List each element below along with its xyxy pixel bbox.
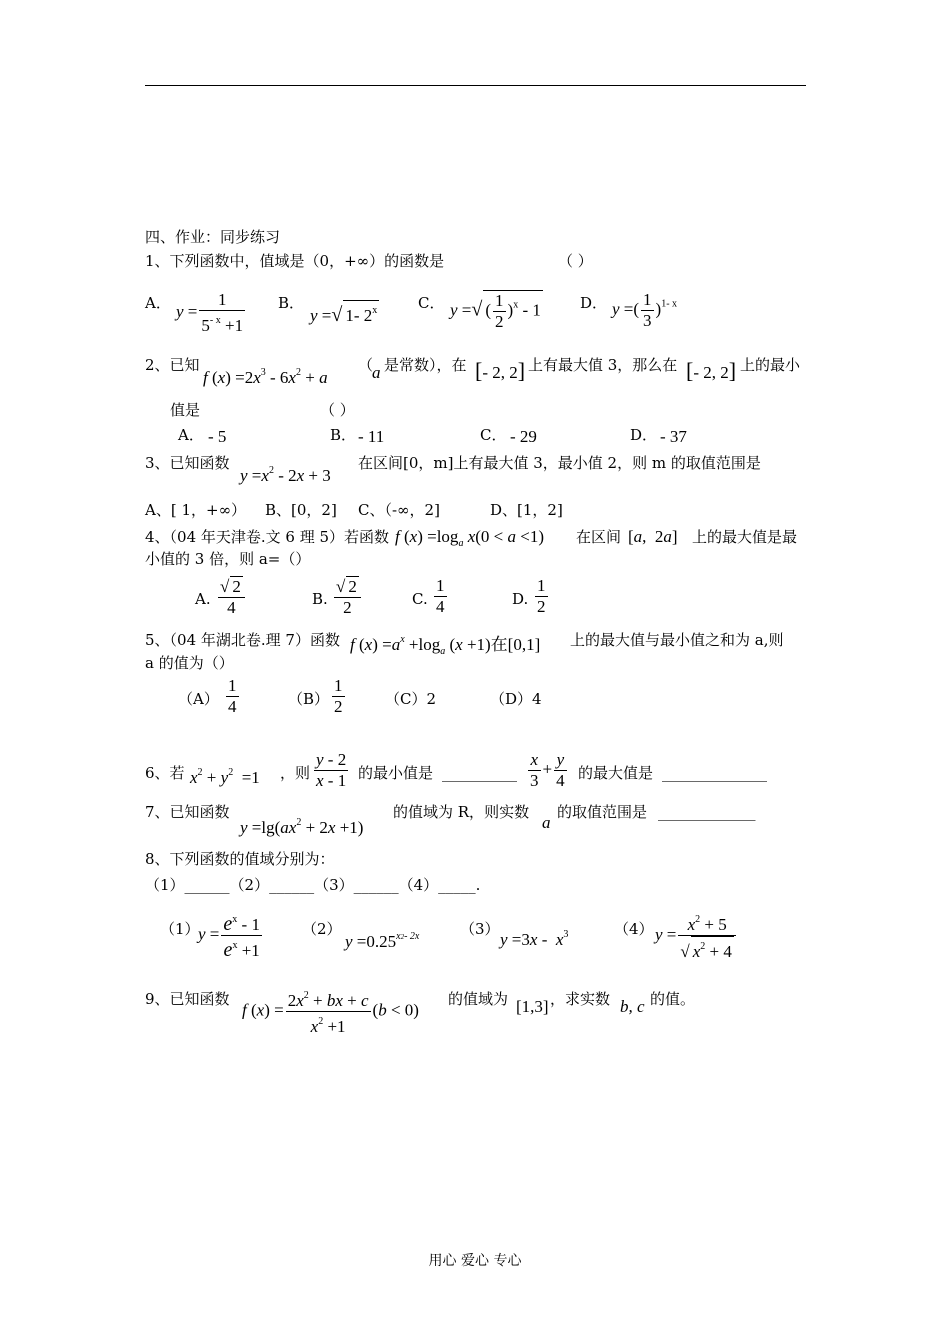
q5-option-b-value: $\frac{1}{2}$ <box>334 676 343 716</box>
q1-option-c-label: C． <box>418 294 445 312</box>
q2-text-constant: 是常数），在 <box>384 356 467 374</box>
q8-function-1: y = $\frac{e^x - 1}{e^x +1}$ <box>198 910 264 961</box>
q3-option-d: D、[1，2] <box>490 501 563 519</box>
q4-option-b-label: B. <box>312 590 328 608</box>
q3-prefix: 3、已知函数 <box>145 454 230 472</box>
q9-range: [1,3] <box>516 997 549 1016</box>
q2-answer-paren: （ ） <box>320 401 355 419</box>
q2-interval-1: [- 2, 2] <box>475 358 526 383</box>
q9-prefix: 9、已知函数 <box>145 990 230 1008</box>
q8-label-1: （1） <box>160 920 200 938</box>
q4-prefix: 4、（04 年天津卷.文 6 理 5）若函数 <box>145 528 390 546</box>
q2-text-max: 上有最大值 3，那么在 <box>528 356 678 374</box>
q6-mid1: ，则 <box>280 764 311 782</box>
q6-blank1[interactable]: __________ <box>442 764 517 782</box>
q2-var-a: a <box>372 363 381 382</box>
q5-option-a-value: $\frac{1}{4}$ <box>228 676 237 716</box>
q6-blank2[interactable]: ______________ <box>662 764 767 782</box>
q5-suffix: 上的最大值与最小值之和为 a,则 <box>570 631 784 649</box>
q3-option-c: C、（-∞，2] <box>358 501 440 519</box>
q2-prefix: 2、已知 <box>145 356 200 374</box>
q2-option-c-value: - 29 <box>510 427 537 446</box>
q9-mid2: ，求实数 <box>550 990 611 1008</box>
q8-label-3: （3） <box>460 920 500 938</box>
q2-option-a-value: - 5 <box>208 427 227 446</box>
q1-option-a-label: A． <box>145 294 171 312</box>
q4-option-d-label: D. <box>512 590 529 608</box>
q7-var-a: a <box>542 813 551 832</box>
q2-option-c-label: C． <box>480 426 507 444</box>
q4-option-c-value: $\frac{1}{4}$ <box>436 576 445 616</box>
q2-option-a-label: A． <box>178 426 204 444</box>
q6-expression: $\frac{x}{3}$ + $\frac{y}{4}$ <box>530 750 565 790</box>
q6-prefix: 6、若 <box>145 764 185 782</box>
q8-function-3: $y =3x - x^3$ <box>500 929 569 949</box>
q7-function: $y =\lg(ax^2 + 2x +1)$ <box>240 817 364 837</box>
q5-option-b-label: （B） <box>288 690 330 708</box>
page-footer: 用心 爱心 专心 <box>428 1253 522 1269</box>
q1-answer-paren: （ ） <box>558 252 593 270</box>
q7-blank[interactable]: _____________ <box>658 803 756 821</box>
q3-suffix: 在区间[0，m]上有最大值 3，最小值 2，则 m 的取值范围是 <box>358 454 761 472</box>
q2-interval-2: [- 2, 2] <box>686 358 737 383</box>
q1-option-c-formula: y =√ ( $\frac{1}{2}$ )$^x$ - 1 <box>450 291 541 331</box>
q4-suffix: 上的最大值是最 <box>692 528 798 546</box>
q6-mid3: 的最大值是 <box>578 764 654 782</box>
q1-option-d-label: D． <box>580 294 608 312</box>
q6-mid2: 的最小值是 <box>358 764 434 782</box>
q4-option-a-value: $\frac{√ 2}{4}$ <box>216 576 247 618</box>
header-rule <box>145 85 806 86</box>
q5-option-d: （D）4 <box>490 690 542 708</box>
q2-option-d-value: - 37 <box>660 427 687 446</box>
q9-mid: 的值域为 <box>448 990 509 1008</box>
q1-option-b-label: B． <box>278 294 305 312</box>
q4-option-d-value: $\frac{1}{2}$ <box>537 576 546 616</box>
q4-interval: [a, 2a] <box>628 527 678 546</box>
q4-option-b-value: $\frac{√ 2}{2}$ <box>332 576 363 618</box>
q1-option-a-formula: y = $\frac{1}{5^{- x} +1}$ <box>176 290 244 335</box>
q3-option-b: B、[0，2] <box>265 501 337 519</box>
q4-line2: 小值的 3 倍，则 a=（） <box>145 550 311 568</box>
q8-label-4: （4） <box>614 920 654 938</box>
q6-equation: $x^2 + y^2 =1$ <box>190 767 260 787</box>
q4-option-a-label: A. <box>195 590 211 608</box>
q4-function: f $(x) =\log_a$ x(0 < a <1) <box>395 527 544 549</box>
q2-paren-open: （ <box>358 356 374 374</box>
q2-option-d-label: D． <box>630 426 658 444</box>
q1-stem: 1、下列函数中，值域是（0，+∞）的函数是 <box>145 252 445 270</box>
q5-prefix: 5、（04 年湖北卷.理 7）函数 <box>145 631 340 649</box>
q4-mid: 在区间 <box>576 528 622 546</box>
q3-option-a: A、[ 1，+∞） <box>145 501 247 519</box>
q6-fraction: $\frac{y - 2}{x - 1}$ <box>316 750 347 790</box>
q9-function: f (x) = $\frac{2x^2 + bx + c}{x^2 +1}$ (b < 0) <box>242 986 419 1037</box>
q1-option-d-formula: y =( $\frac{1}{3}$ )$^{1- x}$ <box>612 290 678 330</box>
q2-function: f $(x) =2x^3 - 6x^2 + a$ <box>203 367 328 387</box>
q5-line2: a 的值为（） <box>145 654 234 672</box>
q7-suffix: 的取值范围是 <box>557 803 648 821</box>
q2-line2: 值是 <box>170 401 201 419</box>
section-title: 四、作业：同步练习 <box>145 228 281 246</box>
q9-suffix: 的值。 <box>650 990 696 1008</box>
q5-option-c: （C）2 <box>385 690 437 708</box>
q3-function: $y =x^2 - 2x + 3$ <box>240 465 331 485</box>
q8-function-4: y = $\frac{x^2 + 5}{√ x^2 + 4}$ <box>655 910 738 962</box>
q2-option-b-label: B． <box>330 426 357 444</box>
q8-label-2: （2） <box>302 920 342 938</box>
q8-stem: 8、下列函数的值域分别为： <box>145 850 335 868</box>
q7-mid: 的值域为 R，则实数 <box>393 803 530 821</box>
q5-function: f $(x) =a^x +\log_a$ (x +1)在[0,1] <box>350 634 541 657</box>
q2-option-b-value: - 11 <box>358 427 385 446</box>
q8-blanks[interactable]: （1）______（2）______（3）______（4）_____. <box>145 876 481 894</box>
q1-option-b-formula: y =√ 1- 2$^x$ <box>310 300 379 327</box>
q7-prefix: 7、已知函数 <box>145 803 230 821</box>
q4-option-c-label: C. <box>412 590 428 608</box>
q8-function-2: $y =0.25^{x2- 2x}$ <box>345 931 420 951</box>
q5-option-a-label: （A） <box>178 690 219 708</box>
q2-text-min: 上的最小 <box>740 356 801 374</box>
q9-vars: b, c <box>620 997 645 1016</box>
